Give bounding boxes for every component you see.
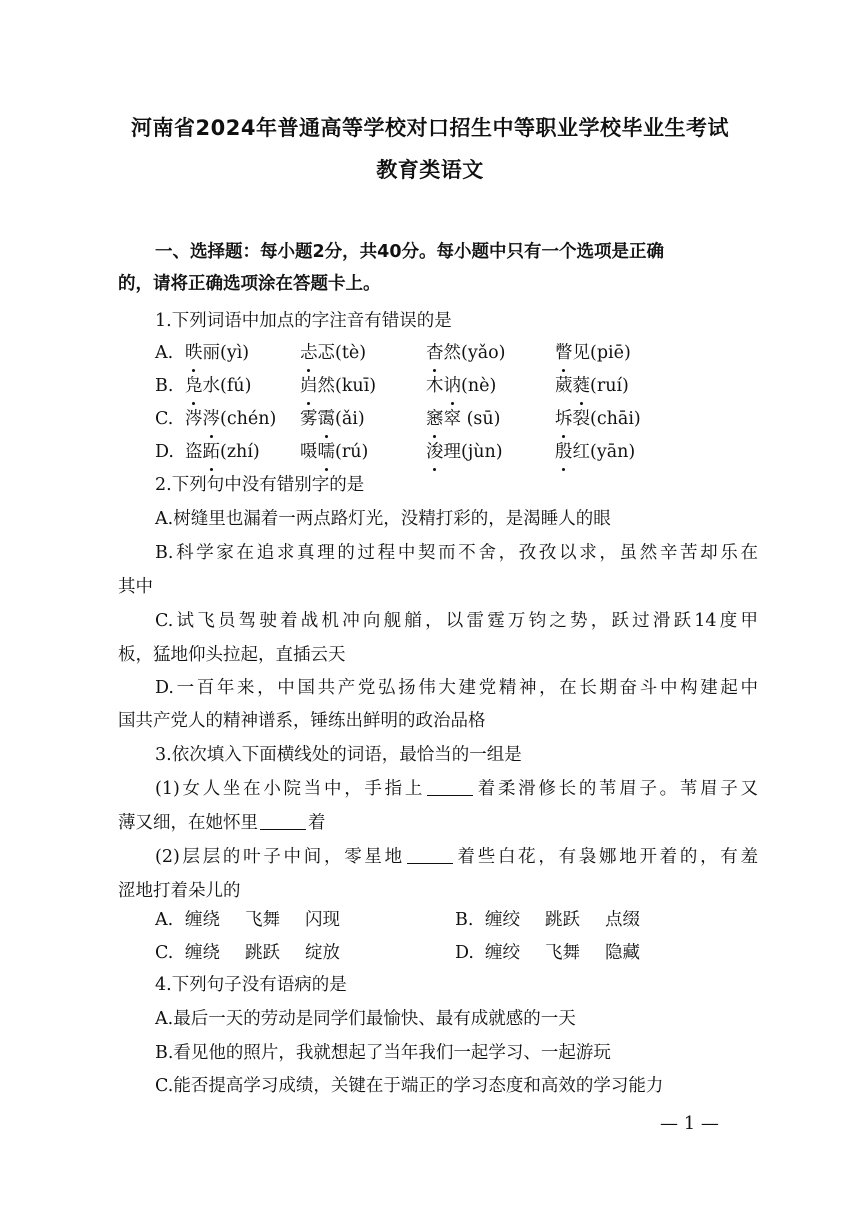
dotted-character: 嚅 [318,437,336,467]
section-heading-cont: 的，请将正确选项涂在答题卡上。 [118,274,381,294]
dotted-character: 窸 [426,404,444,434]
q1-option-label: C. [155,409,174,429]
q1-word: 岿然(kuī) [300,371,376,401]
q4-stem: 4.下列句子没有语病的是 [155,975,347,995]
dotted-character: 岿 [300,371,318,401]
q1-word: 杳然(yǎo) [426,338,506,368]
q3-option-word: 闪现 [305,910,340,930]
q2-option-a: A.树缝里也漏着一两点路灯光，没精打彩的，是渴睡人的眼 [155,509,611,529]
q3-option-label: B. [455,910,474,930]
q1-word: 瞥见(piē) [555,338,631,368]
dotted-character: 昳 [185,338,203,368]
q2-option-b-cont: 其中 [118,577,153,597]
q2-stem: 2.下列句中没有错别字的是 [155,475,365,495]
q3-option-word: 飞舞 [245,910,280,930]
q3-option-word: 缠绞 [485,910,520,930]
q1-word: 忐忑(tè) [300,338,366,368]
q2-option-c-cont: 板，猛地仰头拉起，直插云天 [118,645,346,665]
q1-word: 雾霭(ǎi) [300,404,365,434]
q1-option-label: A. [155,343,174,363]
q2-option-c: C.试飞员驾驶着战机冲向舰艏，以雷霆万钧之势，跃过滑跃14度甲 [155,611,758,631]
q1-word: 殷红(yān) [555,437,635,467]
q1-word: 窸窣 (sū) [426,404,500,434]
q3-option-label: A. [155,910,174,930]
dotted-character: 殷 [555,437,573,467]
dotted-character: 涔 [203,404,221,434]
q4-option-a: A.最后一天的劳动是同学们最愉快、最有成就感的一天 [155,1009,576,1029]
q4-option-c: C.能否提高学习成绩，关键在于端正的学习态度和高效的学习能力 [155,1076,664,1096]
q3-option-word: 跳跃 [545,910,580,930]
q3-sentence-1: (1)女人坐在小院当中，手指上 着柔滑修长的苇眉子。苇眉子又 [155,774,758,804]
page-number: — 1 — [660,1113,719,1134]
q3-option [155,905,365,935]
q1-word: 涔涔(chén) [185,404,276,434]
q3-option-label: D. [455,943,474,963]
q3-sentence-2: (2)层层的叶子中间，零星地 着些白花，有袅娜地开着的，有羞 [155,842,758,872]
q3-option-word: 飞舞 [545,943,580,963]
dotted-character: 瞥 [555,338,573,368]
q3-option-word: 隐藏 [605,943,640,963]
q1-word: 昳丽(yì) [185,338,249,368]
q3-option-word: 绽放 [305,943,340,963]
q3-stem: 3.依次填入下面横线处的词语，最恰当的一组是 [155,745,522,765]
q3-option-word: 缠绕 [185,943,220,963]
dotted-character: 忐 [300,338,318,368]
q4-option-b: B.看见他的照片，我就想起了当年我们一起学习、一起游玩 [155,1043,611,1063]
q3-option-word: 缠绕 [185,910,220,930]
dotted-character: 霭 [318,404,336,434]
q2-option-d: D.一百年来，中国共产党弘扬伟大建党精神，在长期奋斗中构建起中 [155,678,758,698]
fill-blank [260,809,306,830]
fill-blank [407,843,453,864]
q3-sentence-2-cont: 涩地打着朵儿的 [118,881,241,901]
q3-option-word: 缠绞 [485,943,520,963]
dotted-character: 跖 [203,437,221,467]
q3-option [455,938,665,968]
q2-option-b: B.科学家在追求真理的过程中契而不舍，孜孜以求，虽然辛苦却乐在 [155,543,758,563]
q3-option-label: C. [155,943,174,963]
dotted-character: 浚 [426,437,444,467]
exam-title: 河南省2024年普通高等学校对口招生中等职业学校毕业生考试 [131,116,729,140]
q1-word: 嗫嚅(rú) [300,437,368,467]
q1-word: 木讷(nè) [426,371,496,401]
q3-option-word: 点缀 [605,910,640,930]
q1-option-label: B. [155,376,174,396]
dotted-character: 杳 [426,338,444,368]
q1-word: 坼裂(chāi) [555,404,641,434]
q3-option [455,905,665,935]
dotted-character: 讷 [444,371,462,401]
fill-blank [427,775,473,796]
q1-word: 凫水(fú) [185,371,251,401]
dotted-character: 蕤 [573,371,591,401]
q1-word: 盗跖(zhí) [185,437,260,467]
dotted-character: 凫 [185,371,203,401]
dotted-character: 坼 [555,404,573,434]
q1-stem: 1.下列词语中加点的字注音有错误的是 [155,311,452,331]
q3-sentence-1-cont: 薄又细，在她怀里 着 [118,808,758,838]
q1-word: 葳蕤(ruí) [555,371,629,401]
q3-option-word: 跳跃 [245,943,280,963]
section-heading: 一、选择题：每小题2分，共40分。每小题中只有一个选项是正确 [155,242,665,262]
q1-option-label: D. [155,442,174,462]
q3-option [155,938,365,968]
q2-option-d-cont: 国共产党人的精神谱系，锤练出鲜明的政治品格 [118,711,486,731]
exam-subtitle: 教育类语文 [376,158,484,182]
q1-word: 浚理(jùn) [426,437,503,467]
